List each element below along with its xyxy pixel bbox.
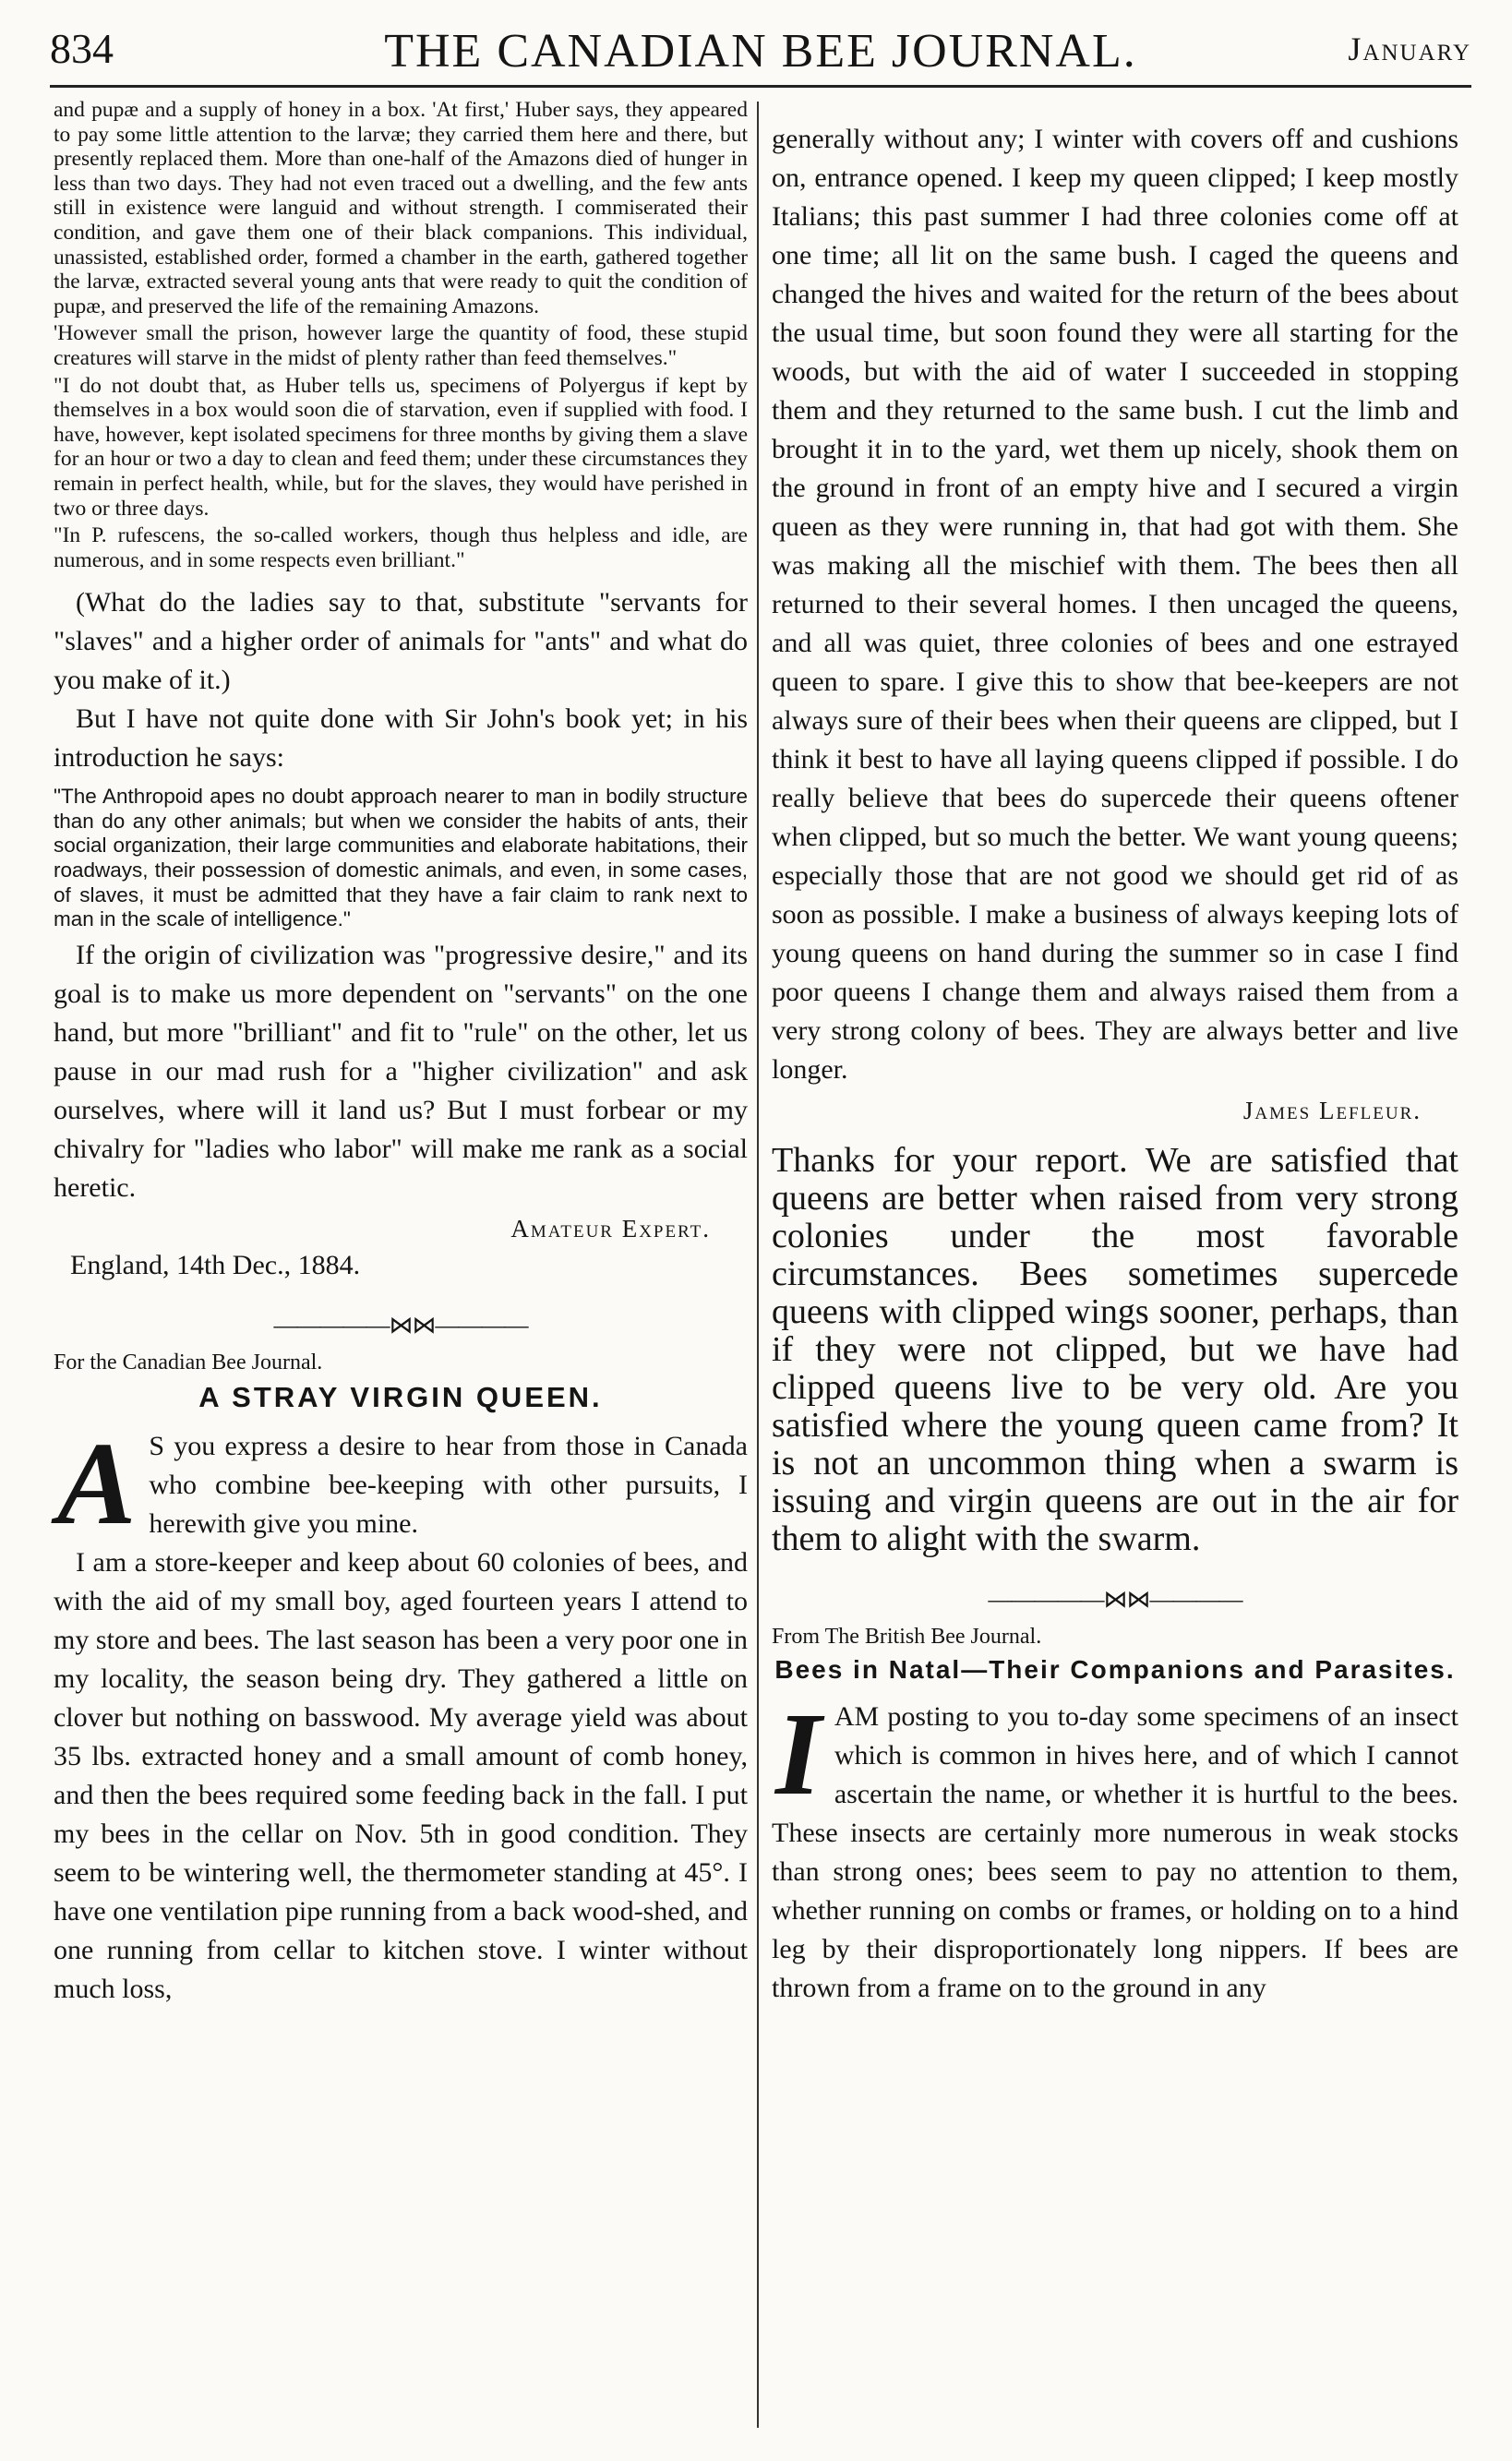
column-divider <box>757 102 759 2428</box>
editor-reply: Thanks for your report. We are satisfied that queens are better when raised from very strong colonies under the most favorable circumstances. Bees sometimes supercede queens with clipped wings sooner, perhaps, than if they were not clipped, but we have had clipped queens live to be very old. Are you satisfied where the young queen came from? It is not an uncommon thing when a swarm is issuing and virgin queens are out in the air for them to alight with the swarm. <box>772 1141 1458 1558</box>
quote-polyergus: "I do not doubt that, as Huber tells us, specimens of Polyergus if kept by themselves in a box would soon die of starvation, even if supplied with food. I have, however, kept isolated specimens for three months by giving them a slave for an hour or two a day to clean and feed them; under these circumstances they remain in perfect health, while, but for the slaves, they would have perished in two or three days. <box>54 373 748 521</box>
right-column <box>772 98 1458 2008</box>
page-header <box>50 24 1471 79</box>
paragraph-continued: generally without any; I winter with covers off and cushions on, entrance opened. I keep my queen clipped; I keep mostly Italians; this past summer I had three colonies come off at one time; all lit on the same bush. I caged the queens and changed the hives and waited for the return of the bees about the usual time, but soon found they were all starting for the woods, but with the aid of water I succeeded in stopping them and they returned to the same bush. I cut the limb and brought it in to the yard, wet them up nicely, shook them on the ground in front of an empty hive and I secured a virgin queen as they were running in, that had got with them. She was making all the mischief with them. The bees then all returned to their several homes. I then uncaged the queens, and all was quiet, three colonies of bees and one estrayed queen to spare. I give this to show that bee-keepers are not always sure of their bees when their queens are clipped, but I think it best to have all laying queens clipped if possible. I do really believe that bees do supercede their queens oftener when clipped, but so much the better. We want young queens; especially those that are not good we should get rid of as soon as possible. I make a business of always keeping lots of young queens on hand during the summer so in case I find poor queens I change them and always raised them from a very strong colony of bees. They are always better and live longer. <box>772 124 1458 1085</box>
header-rule <box>50 85 1471 88</box>
dropcap-letter: A <box>57 1417 137 1549</box>
section-ornament: —————⋈⋈———— <box>273 1311 528 1339</box>
dateline: England, 14th Dec., 1884. <box>70 1249 361 1280</box>
section-ornament-2: —————⋈⋈———— <box>988 1586 1242 1613</box>
journal-title: THE CANADIAN BEE JOURNAL. <box>384 25 1137 78</box>
signature-james-lefleur: James Lefleur. <box>1242 1097 1422 1124</box>
quote-huber: and pupæ and a supply of honey in a box. 'At first,' Huber says, they appeared to pay some little attention to the larvæ; they carried them here and there, but presently replaced them. More than one-half of the Amazons died of hunger in less than two days. They had not even traced out a dwelling, and the few ants still in existence were languid and without strength. I commiserated their condition, and gave them one of their black companions. This individual, unassisted, established order, formed a chamber in the earth, gathered together the larvæ, extracted several young ants that were ready to quit the condition of pupæ, and preserved the life of the remaining Amazons. <box>54 98 748 318</box>
article-title: A STRAY VIRGIN QUEEN. <box>198 1380 603 1413</box>
paragraph-natal <box>772 1688 1458 2008</box>
left-column <box>54 98 748 2009</box>
article-source: For the Canadian Bee Journal. <box>54 1350 323 1375</box>
quote-anthropoid: "The Anthropoid apes no doubt approach nearer to man in bodily structure than do any other animals; but when we consider the habits of ants, their social organization, their large communities and elaborate habitations, their roadways, their possession of domestic animals, and even, in some cases, of slaves, it must be admitted that they have a fair claim to rank next to man in the scale of intelligence." <box>54 785 748 931</box>
intro-text: S you express a desire to hear from those in Canada who combine bee-keeping with other pursuits, I herewith give you mine. <box>149 1430 748 1539</box>
article-source-2: From The British Bee Journal. <box>772 1625 1042 1649</box>
article-title-2: Bees in Natal—Their Companions and Parasites. <box>774 1655 1456 1684</box>
paragraph-ladies: (What do the ladies say to that, substitute "servants for "slaves" and a higher order of animals for "ants" and what do you make of it.) <box>54 587 748 696</box>
paragraph-civilization: If the origin of civilization was "progressive desire," and its goal is to make us more dependent on "servants" on the one hand, but more "brilliant" and fit to "rule" on the other, let us pause in our mad rush for a "higher civilization" and ask ourselves, where will it land us? But I must forbear or my chivalry for "ladies who labor" will make me rank as a social heretic. <box>54 939 748 1203</box>
quote-rufescens: "In P. rufescens, the so-called workers, though thus helpless and idle, are numerous, and in some respects even brilliant." <box>54 523 748 572</box>
dropcap-letter-2: I <box>775 1688 822 1819</box>
paragraph-store-keeper: I am a store-keeper and keep about 60 colonies of bees, and with the aid of my small boy, aged fourteen years I attend to my store and bees. The last season has been a very poor one in my locality, the season being dry. They gathered a little on clover but nothing on basswood. My average yield was about 35 lbs. extracted honey and a small amount of comb honey, and then the bees required some feeding back in the fall. I put my bees in the cellar on Nov. 5th in good condition. They seem to be wintering well, the thermometer standing at 45°. I have one ventilation pipe running from a back wood-shed, and one running from cellar to kitchen stove. I winter without much loss, <box>54 1546 748 2004</box>
quote-prison: 'However small the prison, however large the quantity of food, these stupid creatures will starve in the midst of plenty rather than feed themselves." <box>54 321 748 370</box>
signature-amateur-expert: Amateur Expert. <box>510 1214 711 1243</box>
page-number: 834 <box>50 25 114 72</box>
paragraph-intro <box>54 1417 748 1549</box>
paragraph-sir-john: But I have not quite done with Sir John's book yet; in his introduction he says: <box>54 703 748 774</box>
header-month: January <box>1348 30 1471 67</box>
natal-text: AM posting to you to-day some specimens of an insect which is common in hives here, and of which I cannot ascertain the name, or whether it is hurtful to the bees. These insects are certainly more numerous in weak stocks than strong ones; bees seem to pay no attention to them, whether running on combs or frames, or holding on to a hind leg by their disproportionately long nippers. If bees are thrown from a frame on to the ground in any <box>772 1701 1458 2003</box>
